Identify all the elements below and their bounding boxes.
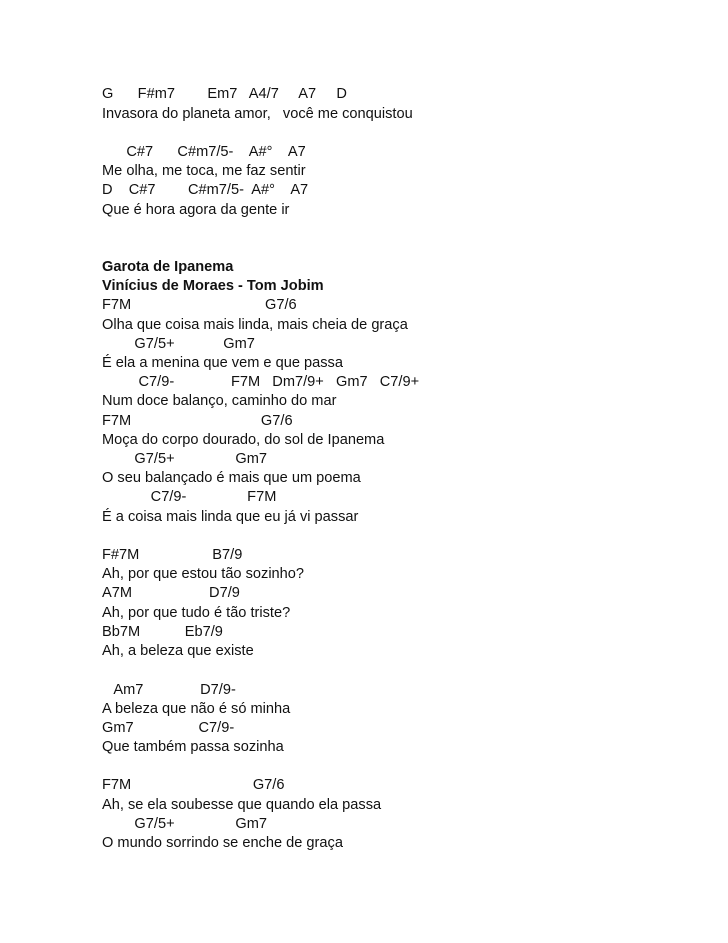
lyric-line: Invasora do planeta amor, você me conquistou [102, 106, 413, 122]
chord-line: F7M G7/6 [102, 413, 293, 429]
chord-line: Gm7 C7/9- [102, 720, 235, 736]
chord-line: C#7 C#m7/5- A#° A7 [102, 144, 306, 160]
chord-line: G7/5+ Gm7 [102, 336, 255, 352]
lyric-line: Num doce balanço, caminho do mar [102, 393, 337, 409]
lyric-line: O seu balançado é mais que um poema [102, 470, 361, 486]
lyric-line: É ela a menina que vem e que passa [102, 355, 343, 371]
lyric-line: Ah, por que estou tão sozinho? [102, 566, 305, 582]
lyric-line: Que é hora agora da gente ir [102, 202, 290, 218]
lyric-line: O mundo sorrindo se enche de graça [102, 835, 343, 851]
lyric-line: Moça do corpo dourado, do sol de Ipanema [102, 432, 385, 448]
chord-line: G7/5+ Gm7 [102, 451, 268, 467]
song-authors: Vinícius de Moraes - Tom Jobim [102, 278, 324, 294]
chord-line: D C#7 C#m7/5- A#° A7 [102, 182, 309, 198]
song-title: Garota de Ipanema [102, 259, 234, 275]
chord-line: G F#m7 Em7 A4/7 A7 D [102, 86, 347, 102]
chord-line: G7/5+ Gm7 [102, 816, 268, 832]
chord-line: F7M G7/6 [102, 777, 285, 793]
lyric-line: Que também passa sozinha [102, 739, 284, 755]
chord-line: F#7M B7/9 [102, 547, 243, 563]
lyric-line: É a coisa mais linda que eu já vi passar [102, 509, 359, 525]
lyric-line: A beleza que não é só minha [102, 701, 291, 717]
chord-line: F7M G7/6 [102, 297, 297, 313]
chord-line: Bb7M Eb7/9 [102, 624, 223, 640]
lyric-line: Ah, se ela soubesse que quando ela passa [102, 797, 382, 813]
lyric-line: Olha que coisa mais linda, mais cheia de graça [102, 317, 408, 333]
lyric-line: Me olha, me toca, me faz sentir [102, 163, 306, 179]
chord-line: C7/9- F7M [102, 489, 277, 505]
chord-line: C7/9- F7M Dm7/9+ Gm7 C7/9+ [102, 374, 420, 390]
lyric-line: Ah, por que tudo é tão triste? [102, 605, 291, 621]
chord-line: A7M D7/9 [102, 585, 240, 601]
chord-line: Am7 D7/9- [102, 682, 236, 698]
lyric-line: Ah, a beleza que existe [102, 643, 254, 659]
